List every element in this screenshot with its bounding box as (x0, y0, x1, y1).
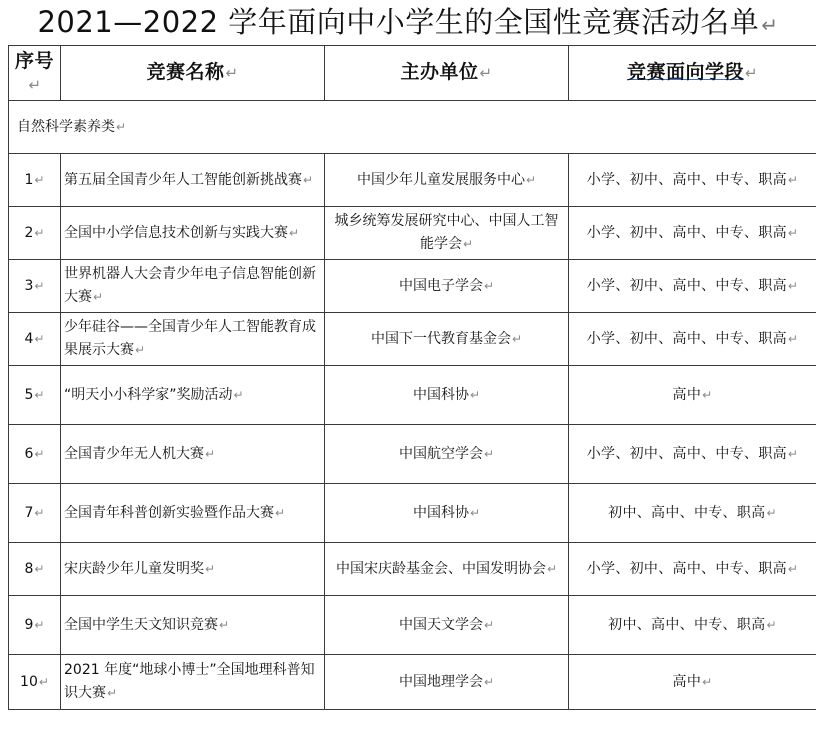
paragraph-mark: ↵ (787, 446, 799, 461)
cell-level: 高中↵ (569, 655, 816, 710)
paragraph-mark: ↵ (469, 505, 481, 520)
cell-organizer: 中国科协↵ (325, 484, 569, 543)
cell-level: 初中、高中、中专、职高↵ (569, 484, 816, 543)
page-title-text: 2021—2022 学年面向中小学生的全国性竞赛活动名单 (37, 5, 760, 39)
cell-organizer: 中国科协↵ (325, 366, 569, 425)
cell-name: 宋庆龄少年儿童发明奖↵ (61, 543, 325, 596)
paragraph-mark: ↵ (93, 290, 104, 304)
cell-level: 小学、初中、高中、中专、职高↵ (569, 313, 816, 366)
paragraph-mark: ↵ (34, 387, 45, 402)
table-row (9, 207, 816, 260)
paragraph-mark: ↵ (34, 446, 45, 461)
cell-name: 全国中学生天文知识竞赛↵ (61, 596, 325, 655)
header-name: 竞赛名称↵ (61, 46, 325, 101)
paragraph-mark: ↵ (219, 617, 230, 632)
paragraph-mark: ↵ (483, 278, 495, 293)
paragraph-mark: ↵ (787, 561, 799, 576)
paragraph-mark: ↵ (483, 446, 495, 461)
paragraph-mark: ↵ (303, 172, 314, 187)
competition-table (8, 45, 816, 710)
cell-organizer: 中国少年儿童发展服务中心↵ (325, 154, 569, 207)
table-row (9, 425, 816, 484)
paragraph-mark: ↵ (116, 119, 127, 134)
cell-name: 全国青年科普创新实验暨作品大赛↵ (61, 484, 325, 543)
paragraph-mark: ↵ (34, 561, 45, 576)
cell-no: 6↵ (9, 425, 61, 484)
paragraph-mark: ↵ (479, 64, 493, 82)
cell-organizer: 中国航空学会↵ (325, 425, 569, 484)
paragraph-mark: ↵ (702, 674, 713, 689)
cell-name: 少年硅谷——全国青少年人工智能教育成果展示大赛↵ (61, 313, 325, 366)
cell-level: 小学、初中、高中、中专、职高↵ (569, 207, 816, 260)
paragraph-mark: ↵ (275, 505, 286, 520)
table-body (9, 154, 816, 710)
paragraph-mark: ↵ (205, 446, 216, 461)
paragraph-mark: ↵ (702, 387, 713, 402)
cell-name: “明天小小科学家”奖励活动↵ (61, 366, 325, 425)
cell-organizer: 中国下一代教育基金会↵ (325, 313, 569, 366)
paragraph-mark: ↵ (205, 561, 216, 576)
paragraph-mark: ↵ (34, 331, 45, 346)
cell-no: 2↵ (9, 207, 61, 260)
paragraph-mark: ↵ (469, 387, 481, 402)
paragraph-mark: ↵ (38, 674, 49, 689)
cell-no: 1↵ (9, 154, 61, 207)
paragraph-mark: ↵ (34, 172, 45, 187)
table-row (9, 596, 816, 655)
cell-name: 2021 年度“地球小博士”全国地理科普知识大赛↵ (61, 655, 325, 710)
cell-level: 高中↵ (569, 366, 816, 425)
paragraph-mark: ↵ (787, 278, 799, 293)
header-level: 竞赛面向学段↵ (569, 46, 816, 101)
paragraph-mark: ↵ (744, 64, 759, 82)
table-row (9, 655, 816, 710)
cell-level: 小学、初中、高中、中专、职高↵ (569, 543, 816, 596)
paragraph-mark: ↵ (787, 331, 799, 346)
paragraph-mark: ↵ (34, 225, 45, 240)
paragraph-mark: ↵ (766, 505, 777, 520)
table-header-row (9, 46, 816, 101)
paragraph-mark: ↵ (34, 278, 45, 293)
cell-name: 世界机器人大会青少年电子信息智能创新大赛↵ (61, 260, 325, 313)
cell-level: 小学、初中、高中、中专、职高↵ (569, 260, 816, 313)
paragraph-mark: ↵ (233, 387, 244, 402)
paragraph-mark: ↵ (787, 172, 799, 187)
table-row (9, 543, 816, 596)
paragraph-mark: ↵ (787, 225, 799, 240)
category-row (9, 101, 816, 154)
table-row (9, 260, 816, 313)
cell-organizer: 中国电子学会↵ (325, 260, 569, 313)
paragraph-mark: ↵ (546, 561, 558, 576)
cell-no: 9↵ (9, 596, 61, 655)
cell-organizer: 城乡统筹发展研究中心、中国人工智能学会↵ (325, 207, 569, 260)
cell-no: 3↵ (9, 260, 61, 313)
category-cell: 自然科学素养类↵ (9, 101, 816, 154)
cell-no: 7↵ (9, 484, 61, 543)
header-organizer: 主办单位↵ (325, 46, 569, 101)
paragraph-mark: ↵ (525, 172, 537, 187)
paragraph-mark: ↵ (34, 617, 45, 632)
cell-organizer: 中国天文学会↵ (325, 596, 569, 655)
table-row (9, 484, 816, 543)
cell-level: 小学、初中、高中、中专、职高↵ (569, 425, 816, 484)
paragraph-mark: ↵ (225, 64, 239, 82)
paragraph-mark: ↵ (462, 237, 474, 251)
cell-name: 第五届全国青少年人工智能创新挑战赛↵ (61, 154, 325, 207)
paragraph-mark: ↵ (483, 674, 495, 689)
paragraph-mark: ↵ (766, 617, 777, 632)
cell-no: 4↵ (9, 313, 61, 366)
header-no: 序号↵ (9, 46, 61, 101)
paragraph-mark: ↵ (34, 505, 45, 520)
cell-organizer: 中国宋庆龄基金会、中国发明协会↵ (325, 543, 569, 596)
cell-name: 全国青少年无人机大赛↵ (61, 425, 325, 484)
paragraph-mark: ↵ (289, 225, 300, 240)
cell-no: 8↵ (9, 543, 61, 596)
paragraph-mark: ↵ (107, 686, 118, 700)
cell-no: 10↵ (9, 655, 61, 710)
cell-level: 初中、高中、中专、职高↵ (569, 596, 816, 655)
cell-name: 全国中小学信息技术创新与实践大赛↵ (61, 207, 325, 260)
page-title (0, 4, 816, 43)
cell-level: 小学、初中、高中、中专、职高↵ (569, 154, 816, 207)
paragraph-mark: ↵ (135, 343, 146, 357)
cell-organizer: 中国地理学会↵ (325, 655, 569, 710)
paragraph-mark: ↵ (483, 617, 495, 632)
paragraph-mark: ↵ (511, 331, 523, 346)
table-row (9, 154, 816, 207)
cell-no: 5↵ (9, 366, 61, 425)
table-row (9, 313, 816, 366)
paragraph-mark: ↵ (761, 13, 779, 37)
paragraph-mark: ↵ (28, 75, 42, 94)
table-row (9, 366, 816, 425)
